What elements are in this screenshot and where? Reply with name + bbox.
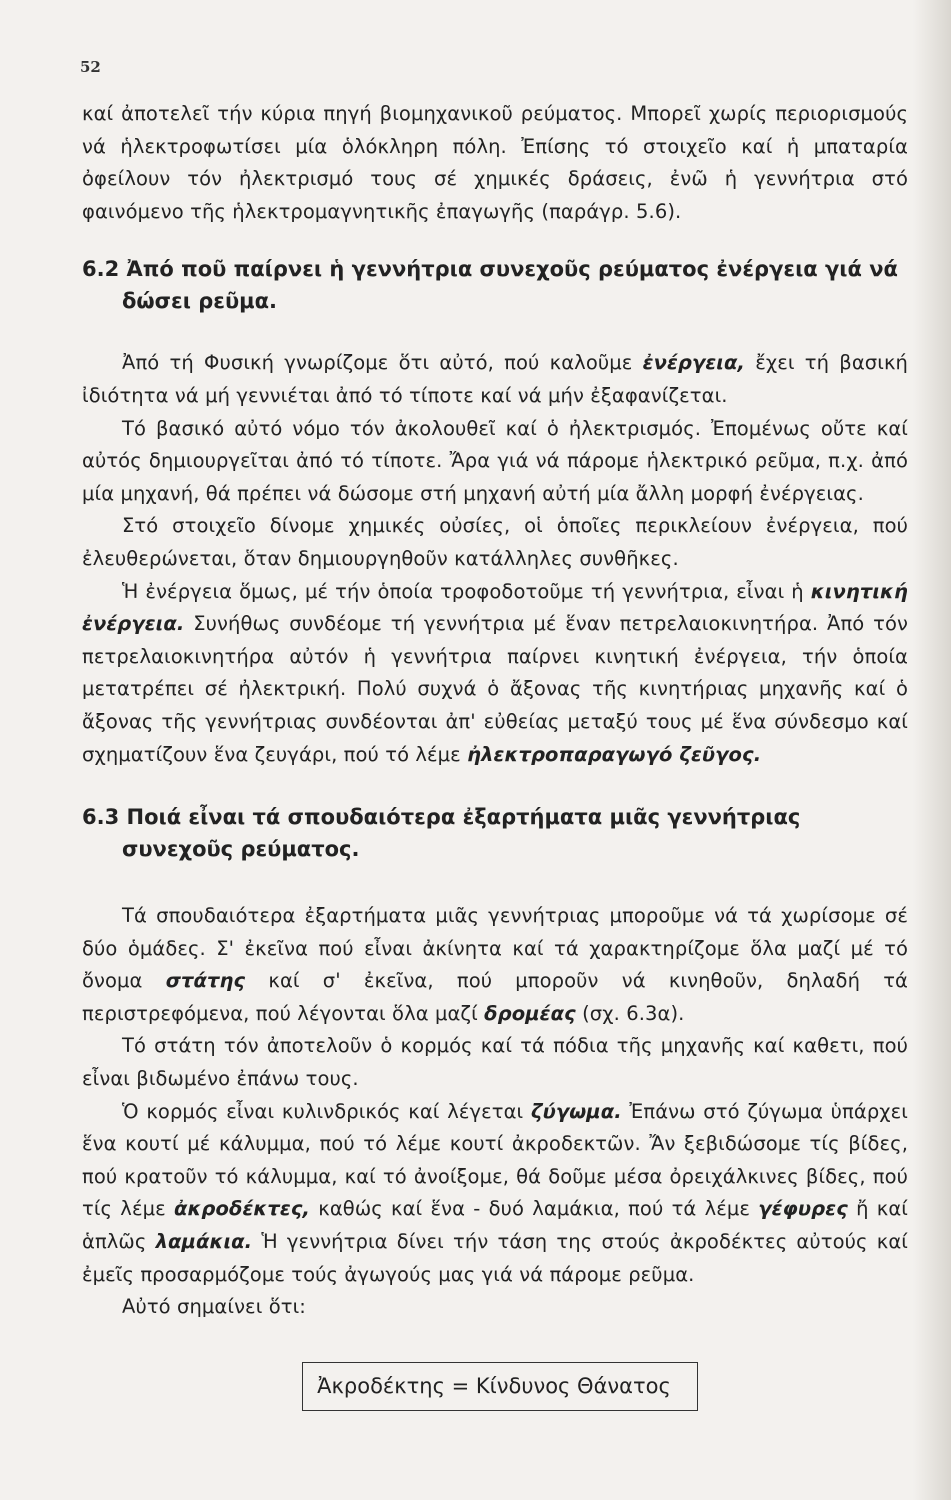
term-bridges: γέφυρες [758, 1197, 848, 1221]
paragraph: Αὐτό σημαίνει ὅτι: [122, 1295, 306, 1319]
paragraph: Στό στοιχεῖο δίνομε χημικές οὐσίες, οἱ ὁποῖες περικλείουν ἐνέργεια, πού ἐλευθερώνεται, ὅταν δημιουργηθοῦν κατάλληλες συνθῆκες. [82, 514, 908, 570]
page-edge-shadow [913, 0, 951, 1500]
term-terminals: ἀκροδέκτες, [173, 1197, 311, 1221]
page-number: 52 [80, 58, 101, 76]
warning-box: Ἀκροδέκτης = Κίνδυνος Θάνατος [302, 1362, 698, 1411]
paragraph-continuation: καί ἀποτελεῖ τήν κύρια πηγή βιομηχανικοῦ ρεύματος. Μπορεῖ χωρίς περιορισμούς νά ἡλεκτροφωτίσει μία ὁλόκληρη πόλη. Ἐπίσης τό στοιχεῖο καί ἡ μπαταρία ὀφείλουν τόν ἠλεκτρισμό τους σέ χημικές δράσεις, ἐνῶ ἡ γεννήτρια στό φαινόμενο τῆς ἡλεκτρομαγνητικῆς ἐπαγωγῆς (παράγρ. 5.6). [82, 102, 908, 223]
term-yoke: ζύγωμα. [530, 1099, 622, 1123]
term-energy: ἐνέργεια, [642, 351, 745, 375]
term-strips: λαμάκια. [155, 1230, 253, 1254]
paragraph: Τό στάτη τόν ἀποτελοῦν ὁ κορμός καί τά πόδια τῆς μηχανῆς καί καθετι, πού εἶναι βιδωμένο ἐπάνω τους. [82, 1034, 908, 1091]
term-kinetic-energy: κινητική ἐνέργεια. [82, 579, 908, 636]
section-heading-6-2: 6.2 Ἀπό ποῦ παίρνει ἡ γεννήτρια συνεχοῦς ρεύματος ἐνέργεια γιά νά δώσει ρεῦμα. [82, 257, 898, 314]
paragraph: Ἀπό τή Φυσική γνωρίζομε ὅτι αὐτό, πού καλοῦμε ἐνέργεια, ἔχει τή βασική ἰδιότητα νά μή γεννιέται ἀπό τό τίποτε καί νά μήν ἐξαφανίζεται. [82, 351, 909, 407]
term-rotor: δρομέας [484, 1001, 576, 1025]
section-heading-6-3: 6.3 Ποιά εἶναι τά σπουδαιότερα ἐξαρτήματα μιᾶς γεννήτριας συνεχοῦς ρεύματος. [82, 805, 801, 862]
page-content [82, 98, 908, 1411]
paragraph: Ἡ ἐνέργεια ὅμως, μέ τήν ὁποία τροφοδοτοῦμε τή γεννήτρια, εἶναι ἡ κινητική ἐνέργεια. Συνήθως συνδέομε τή γεννήτρια μέ ἕναν πετρελαιοκινητήρα. Ἀπό τόν πετρελαιοκινητήρα αὐτόν ἡ γεννήτρια παίρνει κινητική ἐνέργεια, τήν ὁποία μετατρέπει σέ ἠλεκτρική. Πολύ συχνά ὁ ἄξονας τῆς κινητήριας μηχανῆς καί ὁ ἄξονας τῆς γεννήτριας συνδέονται ἀπ' εὐθείας μεταξύ τους μέ ἕνα σύνδεσμο καί σχηματίζουν ἕνα ζευγάρι, πού τό λέμε ἠλεκτροπαραγωγό ζεῦγος. [82, 579, 908, 766]
warning-container [82, 1362, 908, 1411]
paragraph: Τό βασικό αὐτό νόμο τόν ἀκολουθεῖ καί ὁ ἠλεκτρισμός. Ἐπομένως οὔτε καί αὐτός δημιουργεῖται ἀπό τό τίποτε. Ἄρα γιά νά πάρομε ἡλεκτρικό ρεῦμα, π.χ. ἀπό μία μηχανή, θά πρέπει νά δώσομε στή μηχανή αὐτή μία ἄλλη μορφή ἐνέργειας. [82, 416, 908, 505]
term-generator-set: ἠλεκτροπαραγωγό ζεῦγος. [467, 742, 762, 766]
term-stator: στάτης [165, 969, 246, 993]
paragraph: Τά σπουδαιότερα ἐξαρτήματα μιᾶς γεννήτριας μποροῦμε νά τά χωρίσομε σέ δύο ὁμάδες. Σ' ἐκεῖνα πού εἶναι ἀκίνητα καί τά χαρακτηρίζομε ὅλα μαζί μέ τό ὄνομα στάτης καί σ' ἐκεῖνα, πού μποροῦν νά κινηθοῦν, δηλαδή τά περιστρεφόμενα, πού λέγονται ὅλα μαζί δρομέας (σχ. 6.3α). [82, 904, 908, 1025]
paragraph: Ὁ κορμός εἶναι κυλινδρικός καί λέγεται ζύγωμα. Ἐπάνω στό ζύγωμα ὑπάρχει ἕνα κουτί μέ κάλυμμα, πού τό λέμε κουτί ἀκροδεκτῶν. Ἄν ξεβιδώσομε τίς βίδες, πού κρατοῦν τό κάλυμμα, καί τό ἀνοίξομε, θά δοῦμε μέσα ὀρειχάλκινες βίδες, πού τίς λέμε ἀκροδέκτες, καθώς καί ἕνα - δυό λαμάκια, πού τά λέμε γέφυρες ἤ καί ἁπλῶς λαμάκια. Ἡ γεννήτρια δίνει τήν τάση της στούς ἀκροδέκτες αὐτούς καί ἐμεῖς προσαρμόζομε τούς ἀγωγούς μας γιά νά πάρομε ρεῦμα. [82, 1099, 908, 1286]
